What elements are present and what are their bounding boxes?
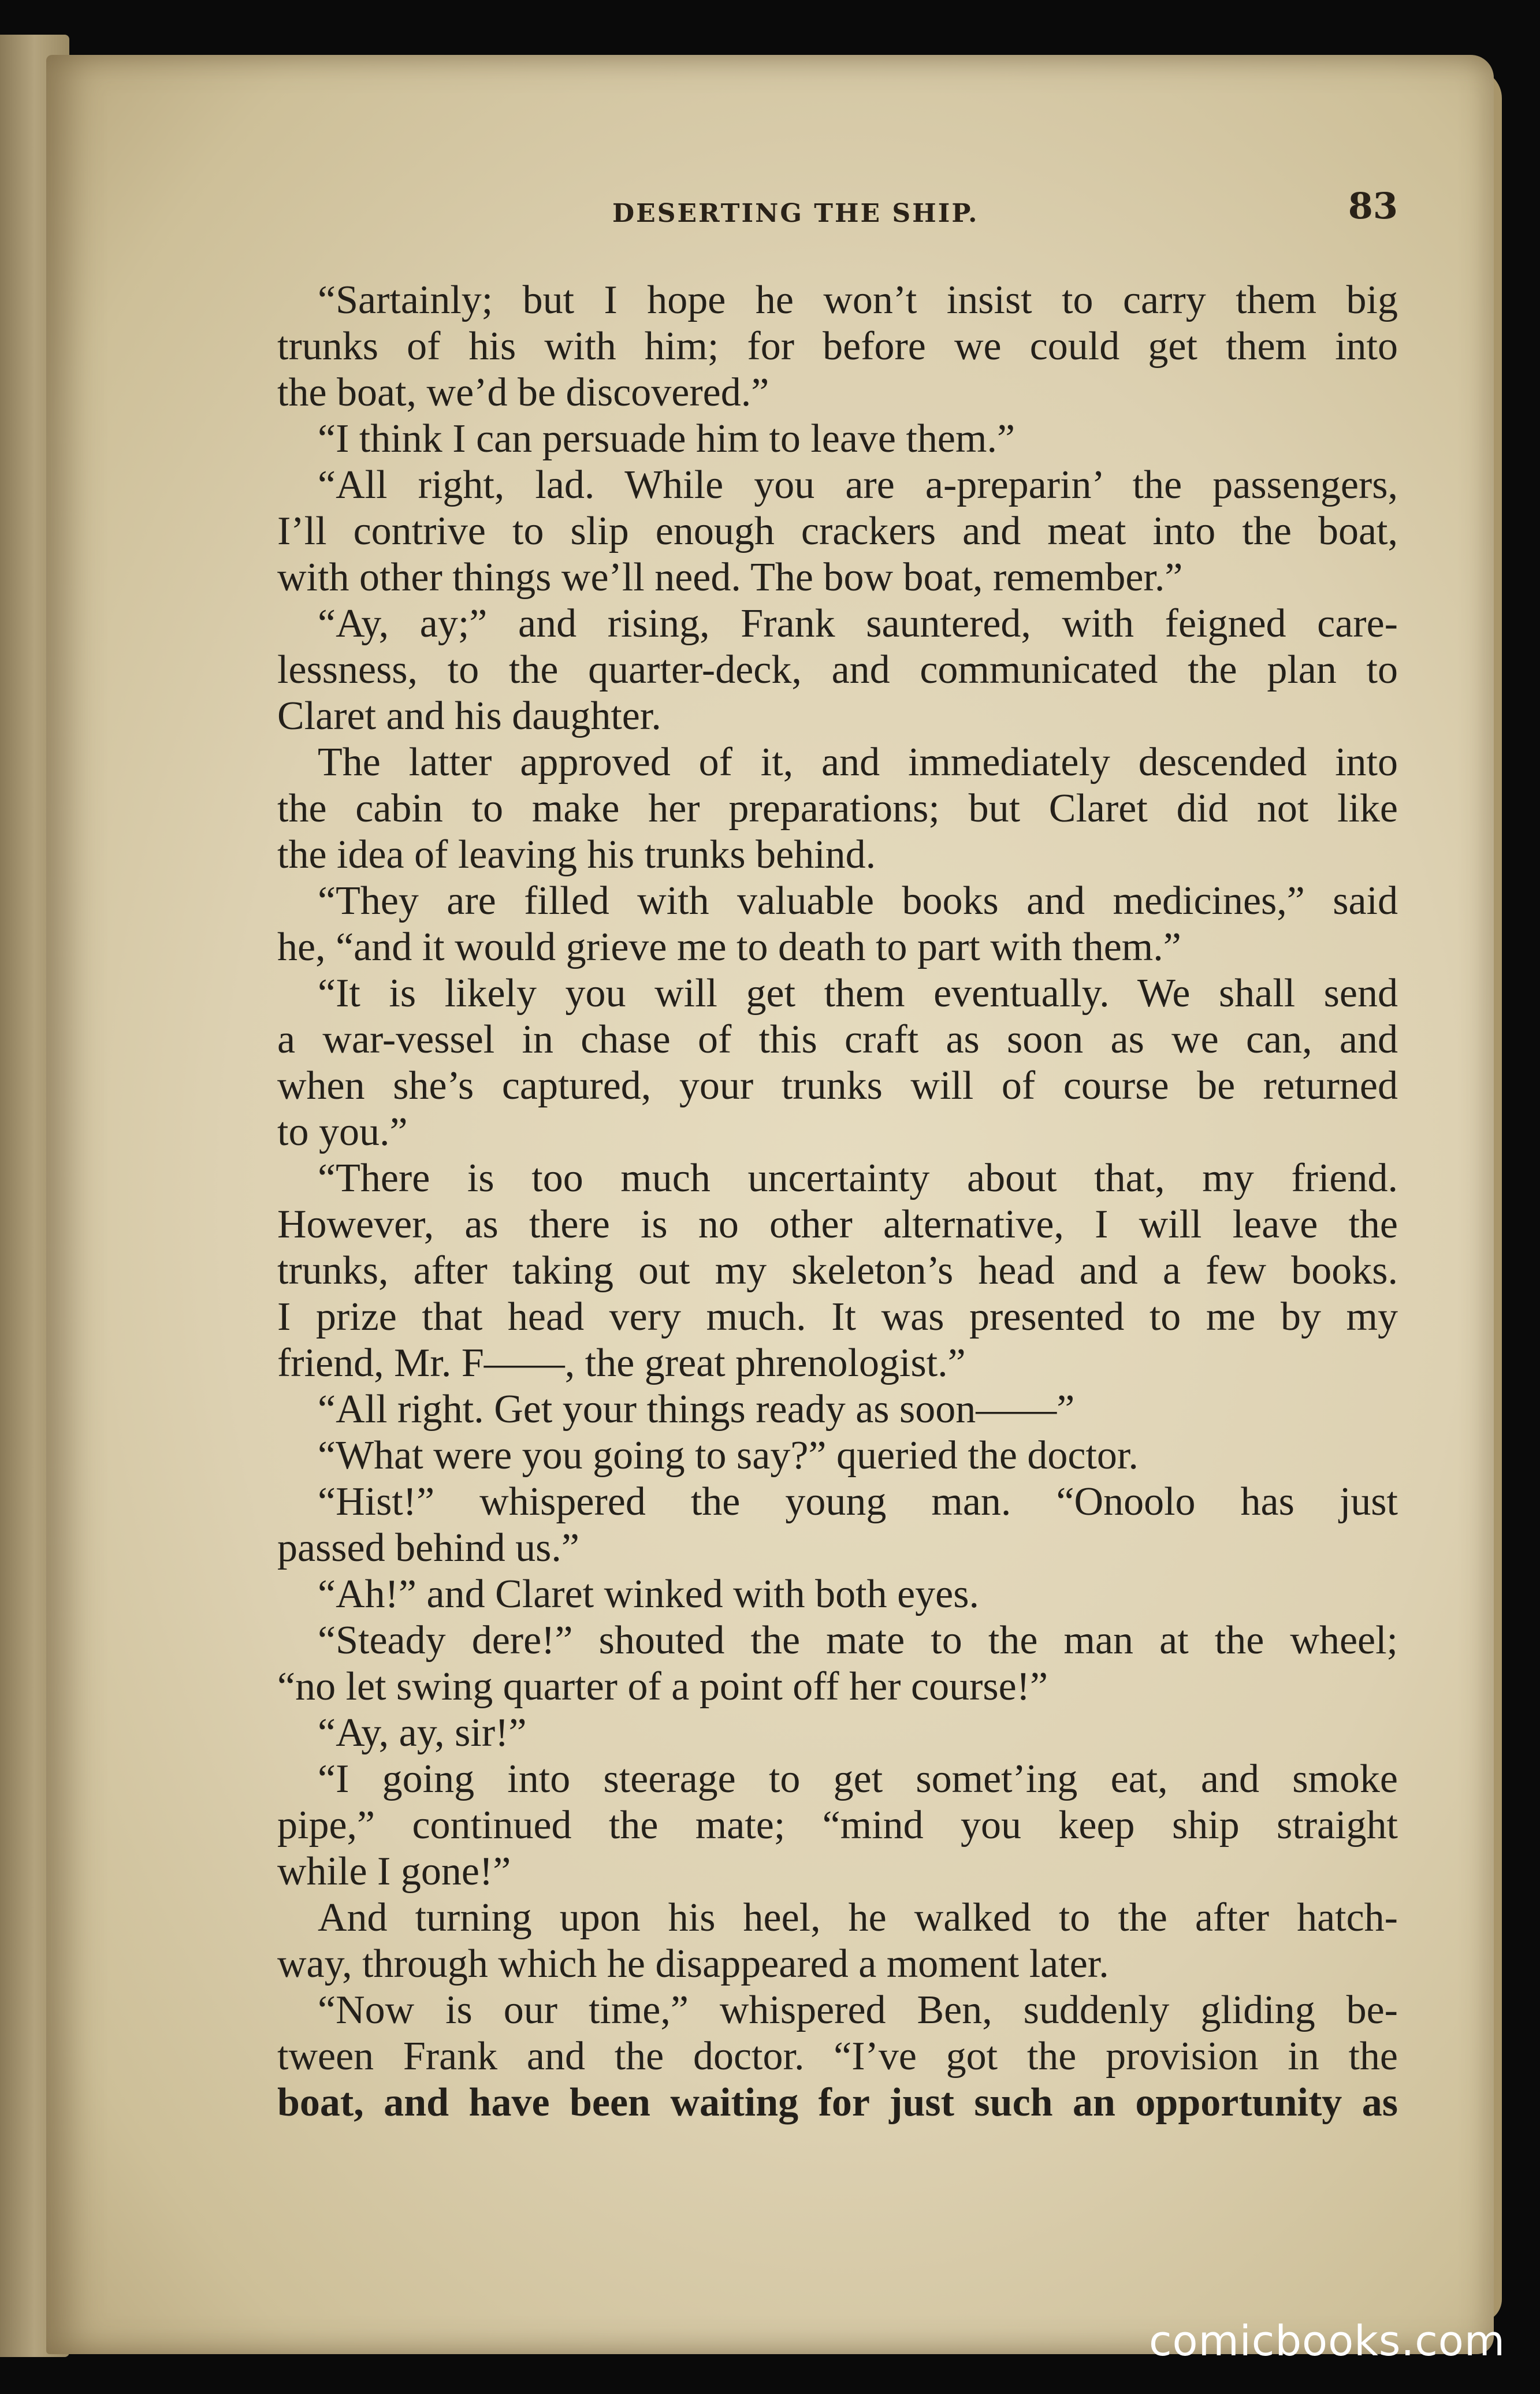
text-line: “I think I can persuade him to leave them.” [318, 417, 1015, 461]
text-line: a war-vessel in chase of this craft as soon as we can, and [277, 1017, 1398, 1062]
text-line: “Steady dere!” shouted the mate to the man at the wheel; [318, 1618, 1398, 1663]
text-line: I’ll contrive to slip enough crackers and meat into the boat, [277, 509, 1398, 553]
text-line: when she’s captured, your trunks will of course be returned [277, 1064, 1398, 1108]
text-line: “no let swing quarter of a point off her course!” [277, 1664, 1048, 1709]
text-line: “What were you going to say?” queried the doctor. [318, 1433, 1139, 1478]
text-line: “They are filled with valuable books and medicines,” said [318, 879, 1398, 923]
page-body-text [277, 277, 1398, 2126]
site-watermark: comicbooks.com [1148, 2317, 1505, 2365]
text-line: And turning upon his heel, he walked to the after hatch- [318, 1895, 1398, 1940]
text-line: “There is too much uncertainty about that, my friend. [318, 1156, 1398, 1200]
text-line: However, as there is no other alternative, I will leave the [277, 1202, 1398, 1247]
text-line: to you.” [277, 1110, 408, 1154]
text-line: “Ah!” and Claret winked with both eyes. [318, 1572, 979, 1616]
text-line: “I going into steerage to get somet’ing eat, and smoke [318, 1757, 1398, 1801]
text-line: trunks, after taking out my skeleton’s head and a few books. [277, 1248, 1398, 1293]
text-line: “Hist!” whispered the young man. “Onoolo has just [318, 1479, 1398, 1524]
text-line: boat, and have been waiting for just such an opportunity as [277, 2080, 1398, 2125]
text-line: “It is likely you will get them eventually. We shall send [318, 971, 1398, 1016]
running-title: DESERTING THE SHIP. [612, 199, 979, 228]
text-line: while I gone!” [277, 1849, 511, 1894]
text-line: trunks of his with him; for before we could get them into [277, 324, 1398, 369]
text-line: I prize that head very much. It was presented to me by my [277, 1295, 1398, 1339]
text-line: passed behind us.” [277, 1526, 579, 1570]
page-number: 83 [1348, 185, 1398, 227]
text-line: he, “and it would grieve me to death to part with them.” [277, 925, 1181, 969]
text-line: the idea of leaving his trunks behind. [277, 832, 876, 877]
text-line: way, through which he disappeared a moment later. [277, 1942, 1109, 1986]
text-line: “All right, lad. While you are a-preparin’ the passengers, [318, 463, 1398, 507]
text-line: The latter approved of it, and immediately descended into [318, 740, 1398, 785]
text-line: the boat, we’d be discovered.” [277, 370, 769, 415]
text-line: lessness, to the quarter-deck, and communicated the plan to [277, 648, 1398, 692]
page-header [300, 185, 1398, 248]
text-line: “Sartainly; but I hope he won’t insist to carry them big [318, 278, 1398, 322]
text-line: “Ay, ay;” and rising, Frank sauntered, with feigned care- [318, 601, 1398, 646]
text-line: the cabin to make her preparations; but Claret did not like [277, 786, 1398, 831]
text-line: “Ay, ay, sir!” [318, 1711, 527, 1755]
text-line: tween Frank and the doctor. “I’ve got the provision in the [277, 2034, 1398, 2079]
text-line: friend, Mr. F——, the great phrenologist.” [277, 1341, 966, 1385]
text-line: “All right. Get your things ready as soon——” [318, 1387, 1075, 1432]
text-line: with other things we’ll need. The bow boat, remember.” [277, 555, 1183, 600]
text-line: “Now is our time,” whispered Ben, suddenly gliding be- [318, 1988, 1398, 2032]
text-line: pipe,” continued the mate; “mind you keep ship straight [277, 1803, 1398, 1847]
text-line: Claret and his daughter. [277, 694, 661, 738]
